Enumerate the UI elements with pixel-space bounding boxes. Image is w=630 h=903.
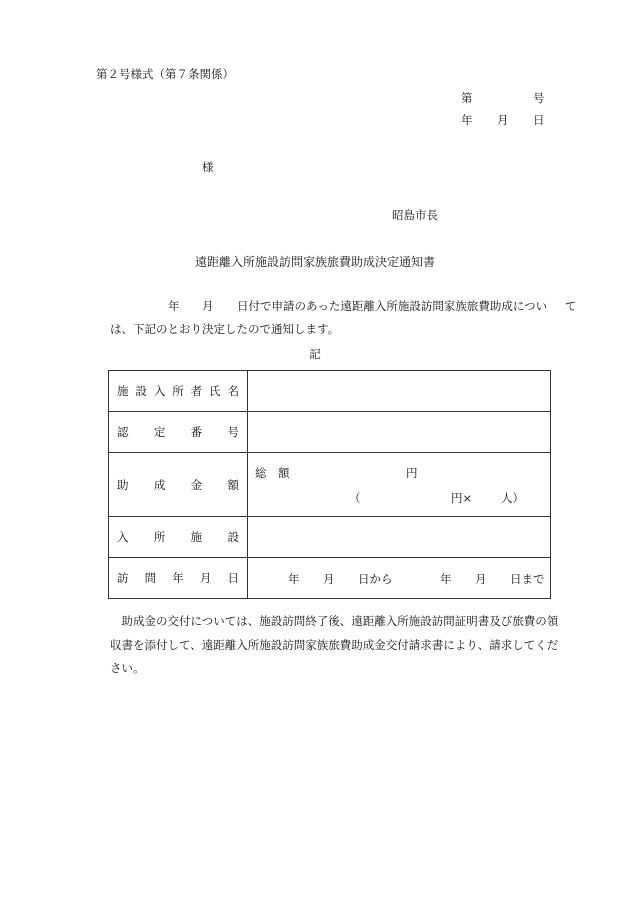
issue-date-year: 年: [461, 113, 473, 127]
label-char: 金: [190, 477, 203, 492]
label-char: 年: [172, 571, 184, 585]
label-char: 設: [135, 384, 147, 398]
label-char: 名: [227, 384, 239, 398]
label-char: 日: [227, 571, 239, 585]
label-char: 者: [190, 384, 203, 398]
label-grant-amount: [109, 453, 248, 517]
label-char: 助: [117, 477, 129, 492]
label-char: 訪: [117, 571, 129, 585]
visit-from: 日から: [358, 572, 393, 586]
note-line-2: 収書を添付して、遠距離入所施設訪問家族旅費助成金交付請求書により、請求してくだ: [110, 637, 559, 652]
value-resident-name: [248, 371, 551, 412]
body-text-1: 日付で申請のあった遠距離入所施設訪問家族旅費助成につい: [237, 299, 548, 313]
body-line-2: は、下記のとおり決定したので通知します。: [110, 322, 340, 336]
visit-month-1: 月: [323, 572, 335, 586]
amount-total-label: 総 額: [255, 466, 290, 480]
ki-heading: 記: [309, 347, 321, 361]
table-row: [109, 371, 551, 412]
visit-month-2: 月: [475, 572, 487, 586]
label-facility: [109, 517, 248, 558]
form-identifier: 第２号様式（第７条関係）: [96, 67, 234, 81]
label-char: 号: [227, 425, 239, 439]
label-char: 番: [190, 425, 203, 439]
label-char: 問: [144, 571, 157, 585]
table-row: [109, 517, 551, 558]
label-char: 所: [172, 384, 184, 398]
label-char: 額: [227, 477, 239, 492]
label-char: 入: [153, 384, 166, 398]
body-text-1-end: て: [565, 299, 577, 313]
table-row: [109, 558, 551, 599]
table-row: [109, 412, 551, 453]
value-facility: [248, 517, 551, 558]
table-row: [109, 453, 551, 517]
label-char: 成: [153, 477, 166, 492]
label-char: 施: [117, 384, 129, 398]
body-year: 年: [168, 299, 180, 313]
amount-open-paren: （: [349, 491, 361, 505]
visit-year-1: 年: [288, 572, 300, 586]
label-char: 定: [153, 425, 166, 439]
value-visit-date: [248, 558, 551, 599]
body-month: 月: [202, 299, 214, 313]
visit-year-2: 年: [440, 572, 452, 586]
label-char: 設: [227, 530, 239, 544]
label-char: 認: [117, 425, 129, 439]
label-char: 月: [199, 571, 212, 585]
label-char: 所: [153, 530, 166, 544]
issuer-name: 昭島市長: [392, 208, 438, 222]
label-visit-date: [109, 558, 248, 599]
label-char: 入: [117, 530, 129, 544]
amount-per-person: 円×: [451, 491, 473, 505]
label-certification-number: [109, 412, 248, 453]
issue-date-month: 月: [497, 113, 509, 127]
visit-until: 日まで: [510, 572, 545, 586]
amount-persons: 人）: [501, 491, 524, 505]
note-line-1: 助成金の交付については、施設訪問終了後、遠距離入所施設訪問証明書及び旅費の領: [110, 614, 559, 628]
label-resident-name: [109, 371, 248, 412]
note-line-3: さい。: [110, 661, 145, 675]
issue-date-day: 日: [533, 113, 545, 127]
label-char: 氏: [209, 384, 221, 398]
document-title: 遠距離入所施設訪問家族旅費助成決定通知書: [194, 255, 435, 269]
details-table: [108, 370, 551, 599]
addressee-suffix: 様: [202, 160, 214, 174]
label-char: 施: [190, 530, 203, 544]
doc-number-gou: 号: [533, 91, 545, 105]
value-grant-amount: [248, 453, 551, 517]
amount-yen: 円: [406, 466, 418, 480]
doc-number-dai: 第: [461, 91, 473, 105]
instructions-note: [110, 610, 580, 681]
value-certification-number: [248, 412, 551, 453]
